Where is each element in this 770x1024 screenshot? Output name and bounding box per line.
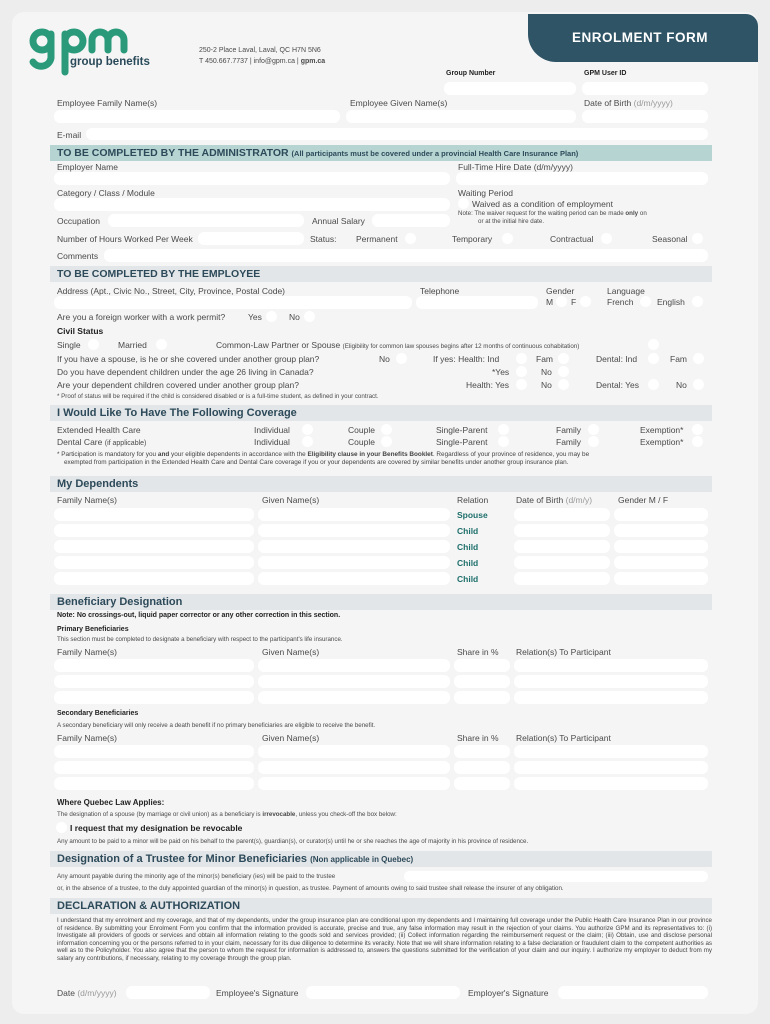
civil-status-label: Civil Status: [57, 326, 104, 336]
proof-of-status-note: * Proof of status will be required if the child is considered disabled or is a full-time student, as defined in your contract.: [57, 393, 379, 400]
hours-label: Number of Hours Worked Per Week: [57, 234, 193, 244]
dep-health-yes-label: Health: Yes: [466, 380, 510, 390]
gpm-logo: [28, 24, 168, 80]
secondary-beneficiary-share-field[interactable]: [454, 761, 510, 774]
dependent-family-name-field[interactable]: [54, 524, 254, 537]
minor-payment-text: Any amount to be paid to a minor will be paid on his behalf to the parent(s), guardian(s), or curator(s) until he or she reaches the age of majority in his province of residence.: [57, 838, 529, 845]
ehc-single-parent-checkbox[interactable]: [498, 424, 509, 435]
dental-family-label: Family: [556, 437, 582, 447]
primary-beneficiary-family-name-field[interactable]: [54, 675, 254, 688]
category-field[interactable]: [54, 198, 450, 211]
dental-ind-checkbox[interactable]: [648, 353, 659, 364]
dependent-relation-label: Child: [457, 558, 479, 568]
single-label: Single: [57, 340, 81, 350]
dependents-covered-question: Are your dependent children covered under another group plan?: [57, 380, 299, 390]
form-title: ENROLMENT FORM: [572, 30, 708, 45]
dental-fam-label: Fam: [670, 354, 687, 364]
dependent-family-name-field[interactable]: [54, 572, 254, 585]
gender-m-checkbox[interactable]: [556, 296, 567, 307]
dependent-dob-field[interactable]: [514, 540, 610, 553]
quebec-irrevocable: irrevocable: [262, 811, 296, 818]
if-yes-label: [433, 354, 499, 364]
dependents-question: Do you have dependent children under the age 26 living in Canada?: [57, 367, 314, 377]
user-id-field[interactable]: [582, 82, 708, 95]
spouse-no-label: No: [379, 354, 390, 364]
gender-f-label: F: [571, 297, 577, 307]
trustee-name-field[interactable]: [404, 871, 708, 882]
dependent-relation-label: Child: [457, 574, 479, 584]
dental-exemption-checkbox[interactable]: [692, 436, 703, 447]
ehc-individual-checkbox[interactable]: [302, 424, 313, 435]
contractual-checkbox[interactable]: [601, 233, 612, 244]
company-contact: [199, 58, 325, 65]
trustee-section-title: [57, 853, 413, 865]
temporary-label: Temporary: [452, 234, 493, 244]
dep-dental-yes-label: Dental: Yes: [596, 380, 640, 390]
employer-signature-label: Employer's Signature: [468, 988, 549, 998]
dependent-gender-field[interactable]: [614, 540, 708, 553]
coverage-section-title: I Would Like To Have The Following Coverage: [57, 407, 297, 419]
hire-date-label: Full-Time Hire Date (d/m/yyyy): [458, 162, 573, 172]
gender-m-label: M: [546, 297, 554, 307]
dependent-given-name-field[interactable]: [258, 508, 450, 521]
dependent-family-name-field[interactable]: [54, 540, 254, 553]
french-label: French: [607, 297, 634, 307]
primary-beneficiary-relation-field[interactable]: [514, 691, 708, 704]
occupation-field[interactable]: [108, 214, 304, 227]
participation-a: * Participation is mandatory for you: [57, 451, 157, 458]
dep-dob-header: [516, 495, 592, 505]
waiver-note-line2: or at the initial hire date.: [478, 218, 545, 225]
dep-dob-text: Date of Birth: [516, 495, 564, 505]
dental-couple-checkbox[interactable]: [381, 436, 392, 447]
participation-e: exempted from participation in the Extended Health Care and Dental Care coverage if you or your dependents are covered by similar benefits under another group insurance plan.: [64, 458, 569, 466]
waiver-note-on: on: [639, 210, 647, 217]
waiting-period-label: Waiting Period: [458, 188, 513, 198]
health-fam-checkbox[interactable]: [558, 353, 569, 364]
primary-beneficiary-share-field[interactable]: [454, 691, 510, 704]
secondary-beneficiary-relation-field[interactable]: [514, 761, 708, 774]
secondary-beneficiary-family-name-field[interactable]: [54, 745, 254, 758]
primary-beneficiary-given-name-field[interactable]: [258, 691, 450, 704]
secondary-beneficiary-share-field[interactable]: [454, 745, 510, 758]
category-label: Category / Class / Module: [57, 188, 155, 198]
dependents-section-band: [50, 476, 712, 492]
email-field[interactable]: [86, 128, 708, 140]
quebec-text-a: The designation of a spouse (by marriage or civil union) as a beneficiary is: [57, 811, 261, 818]
contact-text: T 450.667.7737 | info@gpm.ca |: [199, 58, 299, 65]
dental-individual-checkbox[interactable]: [302, 436, 313, 447]
revocable-label: I request that my designation be revocable: [70, 823, 243, 833]
if-yes-text: If yes:: [433, 354, 456, 364]
dental-couple-label: Couple: [348, 437, 375, 447]
primary-family-header: Family Name(s): [57, 647, 117, 657]
spouse-covered-question: If you have a spouse, is he or she covered under another group plan?: [57, 354, 320, 364]
foreign-yes-checkbox[interactable]: [266, 311, 277, 322]
french-checkbox[interactable]: [640, 296, 651, 307]
waived-label: Waived as a condition of employment: [472, 199, 613, 209]
dependent-given-name-field[interactable]: [258, 556, 450, 569]
dependent-gender-field[interactable]: [614, 572, 708, 585]
employer-signature-field[interactable]: [558, 986, 708, 999]
dependent-relation-label: Child: [457, 542, 479, 552]
date-of-birth-field[interactable]: [582, 110, 708, 123]
ehc-label: Extended Health Care: [57, 425, 141, 435]
common-law-text: Common-Law Partner or Spouse: [216, 340, 341, 350]
status-label: Status:: [310, 234, 337, 244]
secondary-relation-header: Relation(s) To Participant: [516, 733, 611, 743]
participation-d: . Regardless of your province of residence, you may be: [432, 451, 590, 458]
ehc-exemption-label: Exemption*: [640, 425, 684, 435]
ehc-single-parent-label: Single-Parent: [436, 425, 488, 435]
dependent-given-name-field[interactable]: [258, 540, 450, 553]
employee-given-name-field[interactable]: [346, 110, 576, 123]
language-label: Language: [607, 286, 645, 296]
dob-format: (d/m/yyyy): [633, 98, 673, 108]
waiver-note-only: only: [625, 210, 639, 217]
secondary-beneficiary-family-name-field[interactable]: [54, 761, 254, 774]
address-label: Address (Apt., Civic No., Street, City, Province, Postal Code): [57, 286, 286, 296]
gpm-logo-graphic: [28, 24, 168, 80]
employee-section-title: TO BE COMPLETED BY THE EMPLOYEE: [57, 268, 261, 280]
trustee-text-line1: Any amount payable during the minority age of the minor(s) beneficiary (ies) will be paid to the trustee: [57, 873, 336, 880]
seasonal-checkbox[interactable]: [692, 233, 703, 244]
admin-title: TO BE COMPLETED BY THE ADMINISTRATOR: [57, 147, 289, 159]
spouse-no-checkbox[interactable]: [396, 353, 407, 364]
dental-single-parent-label: Single-Parent: [436, 437, 488, 447]
group-number-field[interactable]: [444, 82, 576, 95]
dental-text: Dental:: [596, 354, 623, 364]
revocable-checkbox[interactable]: [56, 822, 67, 833]
annual-salary-label: Annual Salary: [312, 216, 365, 226]
dental-care-sub: (if applicable): [104, 440, 147, 447]
single-checkbox[interactable]: [88, 339, 99, 350]
occupation-label: Occupation: [57, 216, 100, 226]
secondary-share-header: Share in %: [457, 733, 499, 743]
admin-title-note: (All participants must be covered under a provincial Health Care Insurance Plan): [291, 149, 579, 158]
secondary-beneficiary-relation-field[interactable]: [514, 777, 708, 790]
dependent-gender-field[interactable]: [614, 524, 708, 537]
dep-gender-header: Gender M / F: [618, 495, 669, 505]
employee-signature-field[interactable]: [306, 986, 460, 999]
english-label: English: [657, 297, 685, 307]
employer-name-field[interactable]: [54, 172, 450, 185]
trustee-title: Designation of a Trustee for Minor Beneficiaries: [57, 853, 307, 865]
dep-family-header: Family Name(s): [57, 495, 117, 505]
hire-date-field[interactable]: [456, 172, 708, 185]
foreign-worker-question: Are you a foreign worker with a work permit?: [57, 312, 226, 322]
primary-beneficiary-relation-field[interactable]: [514, 675, 708, 688]
ehc-couple-label: Couple: [348, 425, 375, 435]
dep-dental-no-label: No: [676, 380, 687, 390]
dep-dob-format: (d/m/y): [565, 495, 593, 505]
dental-care-label: [57, 437, 146, 447]
secondary-beneficiary-family-name-field[interactable]: [54, 777, 254, 790]
dental-ind-label: [596, 354, 637, 364]
contractual-label: Contractual: [550, 234, 594, 244]
gender-label: Gender: [546, 286, 575, 296]
participation-b: your eligible dependents in accordance with the: [171, 451, 306, 458]
permanent-label: Permanent: [356, 234, 398, 244]
family-name-label: Employee Family Name(s): [57, 98, 158, 108]
email-label: E-mail: [57, 130, 82, 140]
dep-relation-header: Relation: [457, 495, 489, 505]
common-law-label: [216, 340, 579, 350]
foreign-no-label: No: [289, 312, 300, 322]
beneficiary-section-title: Beneficiary Designation: [57, 596, 183, 608]
primary-beneficiary-share-field[interactable]: [454, 659, 510, 672]
dep-health-no-label: No: [541, 380, 552, 390]
signature-date-field[interactable]: [126, 986, 210, 999]
primary-beneficiary-family-name-field[interactable]: [54, 659, 254, 672]
participation-c: Eligibility clause in your Benefits Booklet: [307, 451, 433, 458]
dental-exemption-label: Exemption*: [640, 437, 684, 447]
common-law-note: (Eligibility for common law spouses begins after 12 months of continuous cohabitation): [342, 343, 580, 350]
declaration-text: I understand that my enrolment and my coverage, and that of my dependents, under the group insurance plan are conditional upon my dependents and I maintaining full coverage under the Public Health Care Insurance Plan in our province of residence. By submitting your Enrolment Form you confirm that the information provided is accurate, precise and true, any false information may result in the rejection of your claims. You authorize GPM and its representatives to: (i) Investigate all providers of goods or services and obtain all information relating to the goods sold and services provided; (ii) Collect information regarding the reimbursement request or the claim; (iii) Obtain, use and disclose personal information concerning you or the persons referred to in your claim, necessary for its due diligence to determine its veracity. Note that we will share information relating to a false declaration or fraudulent claim to the competent authorities as well as to the Policyholder. You also agree that the person to whom the request for information is addressed to, answers the questions submitted for the verification of your claim and our inquiry. I authorize my employer to deduct from my salary any contributions, if necessary, relating to my coverage through the group plan.: [57, 917, 712, 962]
telephone-field[interactable]: [416, 296, 538, 309]
dependent-dob-field[interactable]: [514, 508, 610, 521]
dependent-gender-field[interactable]: [614, 556, 708, 569]
employee-family-name-field[interactable]: [54, 110, 340, 123]
quebec-law-title: Where Quebec Law Applies:: [57, 798, 165, 807]
beneficiary-note: Note: No crossings-out, liquid paper corrector or any other correction in this section.: [57, 612, 341, 619]
annual-salary-field[interactable]: [372, 214, 450, 227]
dependent-dob-field[interactable]: [514, 556, 610, 569]
secondary-beneficiary-given-name-field[interactable]: [258, 761, 450, 774]
sig-date-text: Date: [57, 988, 75, 998]
dental-individual-label: Individual: [254, 437, 290, 447]
health-text: Health:: [458, 354, 485, 364]
foreign-no-checkbox[interactable]: [304, 311, 315, 322]
dep-dental-no-checkbox[interactable]: [693, 379, 704, 390]
secondary-beneficiary-share-field[interactable]: [454, 777, 510, 790]
ehc-family-checkbox[interactable]: [588, 424, 599, 435]
employer-name-label: Employer Name: [57, 162, 118, 172]
group-number-label: Group Number: [446, 70, 496, 77]
trustee-text-line2: or, in the absence of a trustee, to the duly appointed guardian of the minor(s) in question, as trustee. Payment of amounts owing to said trustee shall release the insurer of any obligation.: [57, 885, 564, 892]
dependents-no-label: No: [541, 367, 552, 377]
secondary-beneficiary-given-name-field[interactable]: [258, 745, 450, 758]
dependent-given-name-field[interactable]: [258, 572, 450, 585]
address-field[interactable]: [54, 296, 412, 309]
employee-signature-label: Employee's Signature: [216, 988, 299, 998]
comments-label: Comments: [57, 251, 99, 261]
declaration-section-title: DECLARATION & AUTHORIZATION: [57, 900, 241, 912]
company-address: 250-2 Place Laval, Laval, QC H7N 5N6: [199, 47, 321, 54]
primary-beneficiary-given-name-field[interactable]: [258, 675, 450, 688]
dental-care-text: Dental Care: [57, 437, 103, 447]
dependent-given-name-field[interactable]: [258, 524, 450, 537]
health-ind-checkbox[interactable]: [516, 353, 527, 364]
user-id-label: GPM User ID: [584, 70, 627, 77]
quebec-text-b: , unless you check-off the box below:: [295, 811, 397, 818]
permanent-checkbox[interactable]: [405, 233, 416, 244]
dependent-family-name-field[interactable]: [54, 556, 254, 569]
temporary-checkbox[interactable]: [502, 233, 513, 244]
secondary-beneficiary-given-name-field[interactable]: [258, 777, 450, 790]
dependent-dob-field[interactable]: [514, 524, 610, 537]
signature-date-label: [57, 988, 117, 998]
primary-beneficiary-relation-field[interactable]: [514, 659, 708, 672]
dependent-family-name-field[interactable]: [54, 508, 254, 521]
ehc-couple-checkbox[interactable]: [381, 424, 392, 435]
seasonal-label: Seasonal: [652, 234, 688, 244]
secondary-beneficiary-relation-field[interactable]: [514, 745, 708, 758]
married-label: Married: [118, 340, 147, 350]
trustee-sub: (Non applicable in Quebec): [310, 855, 414, 864]
primary-beneficiaries-text: This section must be completed to designate a beneficiary with respect to the participant's life insurance.: [57, 636, 343, 643]
secondary-family-header: Family Name(s): [57, 733, 117, 743]
dep-health-yes-checkbox[interactable]: [516, 379, 527, 390]
ehc-exemption-checkbox[interactable]: [692, 424, 703, 435]
dep-given-header: Given Name(s): [262, 495, 320, 505]
dob-label-text: Date of Birth: [584, 98, 632, 108]
primary-beneficiary-family-name-field[interactable]: [54, 691, 254, 704]
dob-label: [584, 98, 673, 108]
waiver-note: [458, 210, 647, 217]
health-fam-label: Fam: [536, 354, 553, 364]
primary-beneficiary-given-name-field[interactable]: [258, 659, 450, 672]
dependents-yes-checkbox[interactable]: [516, 366, 527, 377]
given-name-label: Employee Given Name(s): [350, 98, 448, 108]
dental-fam-checkbox[interactable]: [693, 353, 704, 364]
dependent-gender-field[interactable]: [614, 508, 708, 521]
primary-share-header: Share in %: [457, 647, 499, 657]
dependents-section-title: My Dependents: [57, 478, 139, 490]
dependents-no-checkbox[interactable]: [558, 366, 569, 377]
secondary-given-header: Given Name(s): [262, 733, 320, 743]
foreign-yes-label: Yes: [248, 312, 262, 322]
dependent-relation-label: Child: [457, 526, 479, 536]
waiver-note-a: Note: The waiver request for the waiting period can be made: [458, 210, 624, 217]
telephone-label: Telephone: [420, 286, 460, 296]
logo-subtitle: group benefits: [70, 56, 150, 68]
participation-note: [57, 451, 712, 466]
health-ind-text: Ind: [487, 354, 500, 364]
primary-given-header: Given Name(s): [262, 647, 320, 657]
dep-dental-yes-checkbox[interactable]: [648, 379, 659, 390]
primary-beneficiary-share-field[interactable]: [454, 675, 510, 688]
primary-relation-header: Relation(s) To Participant: [516, 647, 611, 657]
gender-f-checkbox[interactable]: [580, 296, 591, 307]
dental-ind-text: Ind: [625, 354, 638, 364]
dependent-dob-field[interactable]: [514, 572, 610, 585]
ehc-family-label: Family: [556, 425, 582, 435]
common-law-checkbox[interactable]: [648, 339, 659, 350]
sig-date-format: (d/m/yyyy): [77, 988, 117, 998]
dep-health-no-checkbox[interactable]: [558, 379, 569, 390]
secondary-beneficiaries-title: Secondary Beneficiaries: [57, 710, 139, 717]
dependents-yes-label: *Yes: [492, 367, 510, 377]
quebec-designation-text: [57, 811, 397, 818]
admin-section-title: [57, 147, 578, 159]
dependent-relation-label: Spouse: [457, 510, 488, 520]
dental-single-parent-checkbox[interactable]: [498, 436, 509, 447]
english-checkbox[interactable]: [692, 296, 703, 307]
ehc-individual-label: Individual: [254, 425, 290, 435]
dental-family-checkbox[interactable]: [588, 436, 599, 447]
married-checkbox[interactable]: [156, 339, 167, 350]
hours-field[interactable]: [198, 232, 304, 245]
secondary-beneficiaries-text: A secondary beneficiary will only receive a death benefit if no primary beneficiaries are eligible to receive the benefit.: [57, 722, 376, 729]
website-link[interactable]: gpm.ca: [300, 58, 326, 65]
participation-and: and: [157, 451, 170, 458]
waived-checkbox[interactable]: [458, 198, 469, 209]
primary-beneficiaries-title: Primary Beneficiaries: [57, 626, 129, 633]
comments-field[interactable]: [104, 249, 708, 262]
